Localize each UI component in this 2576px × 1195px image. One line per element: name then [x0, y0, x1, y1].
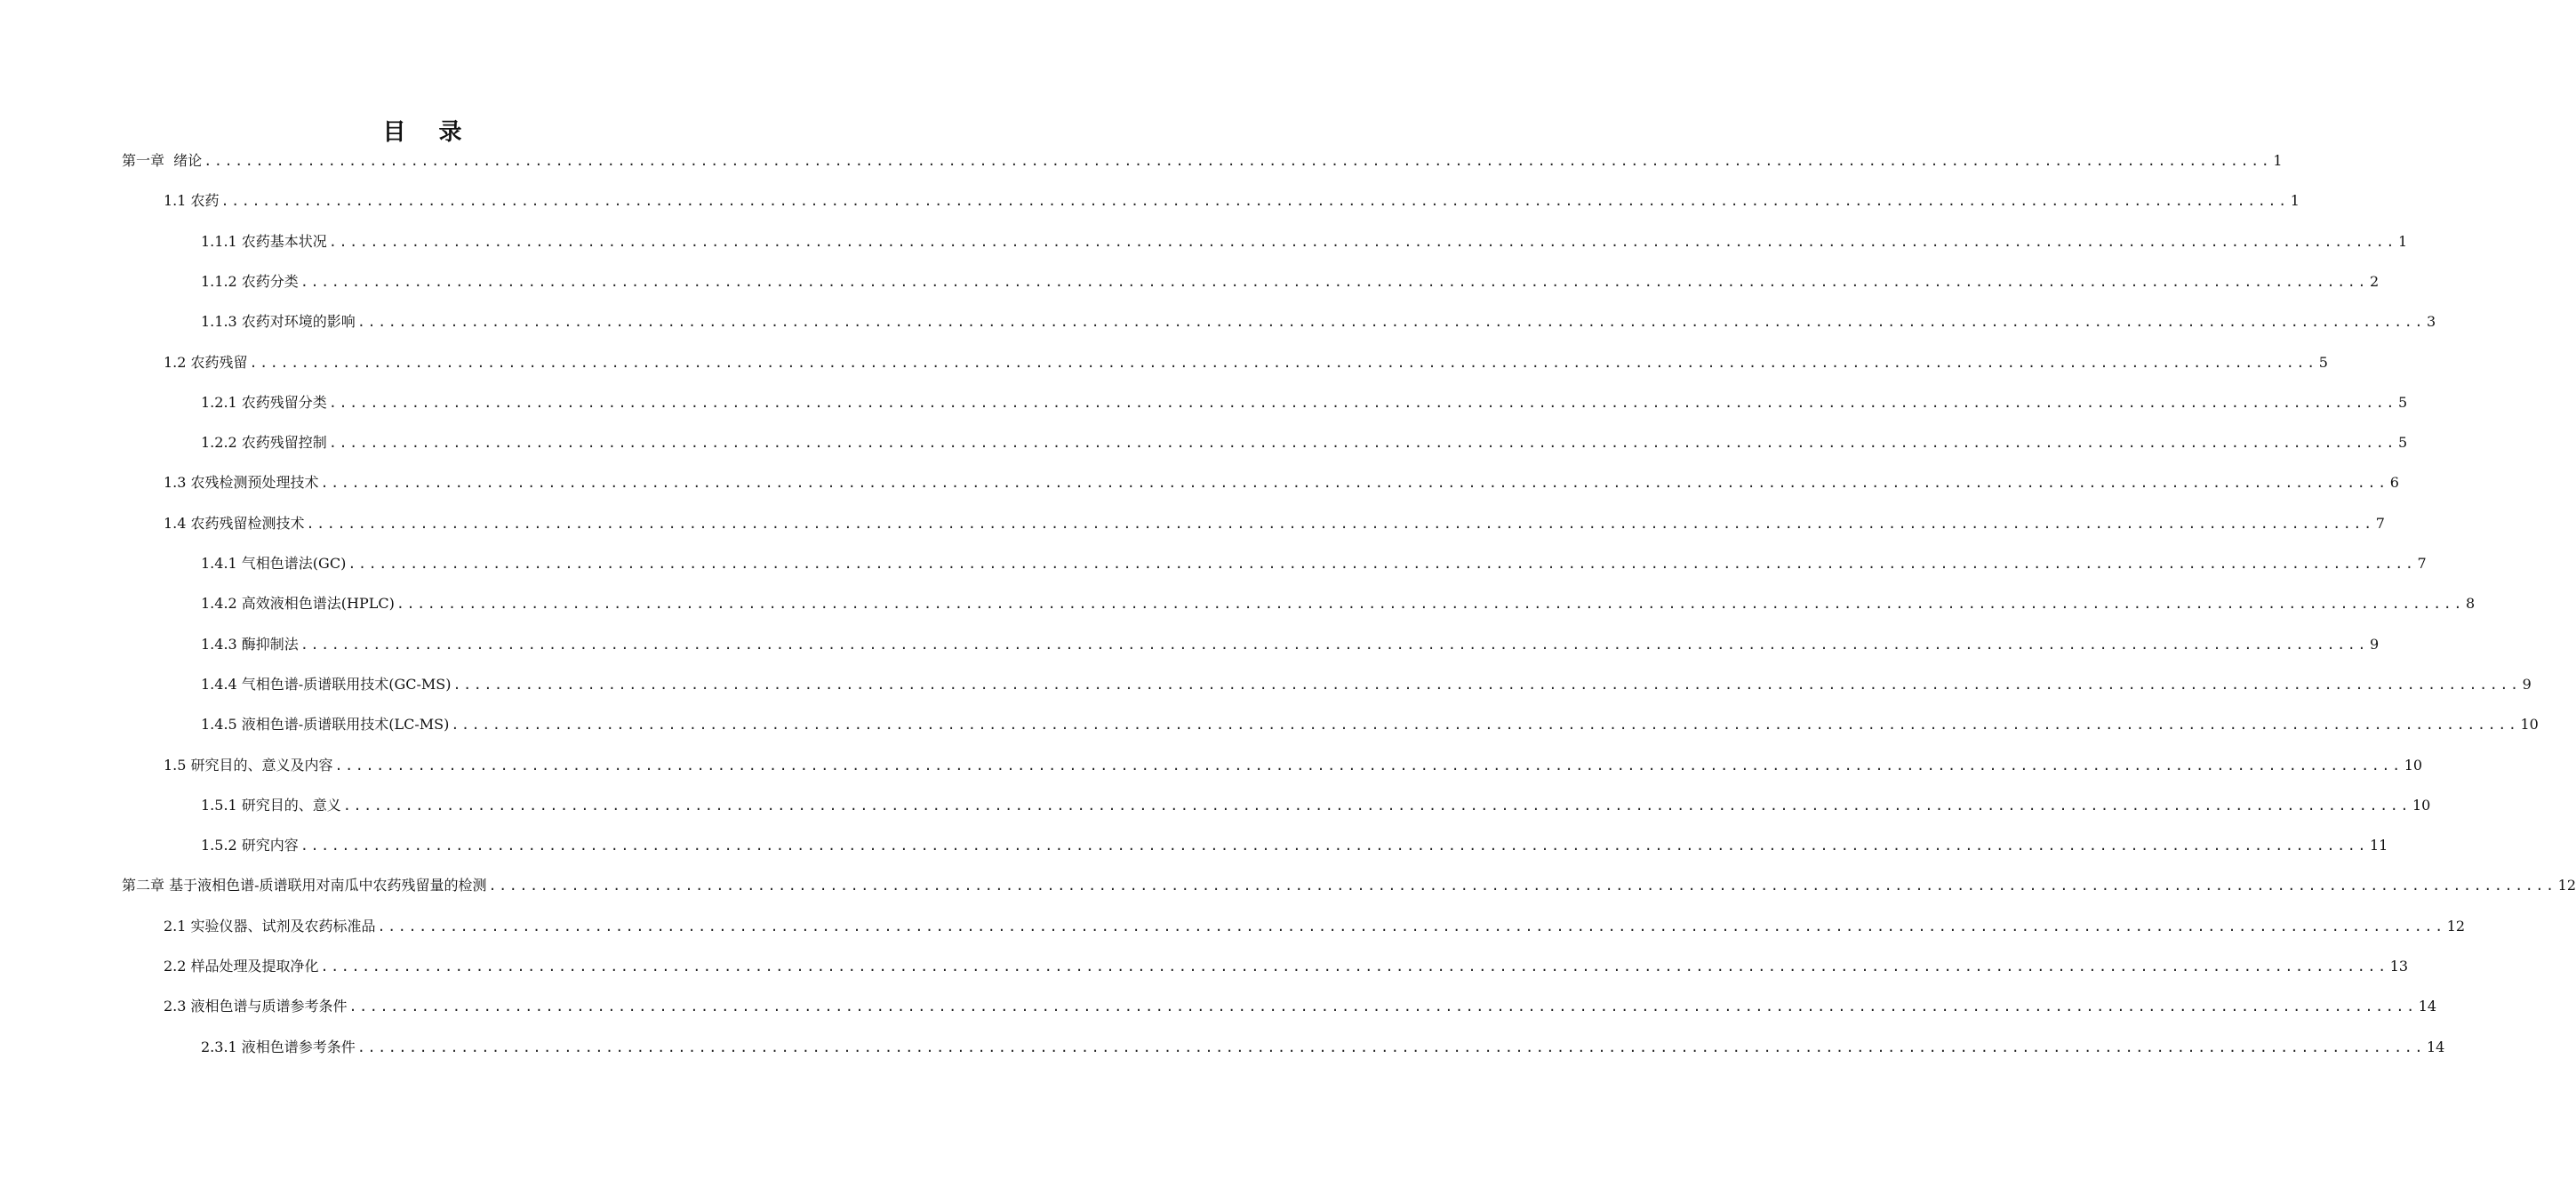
- toc-entry[interactable]: [164, 756, 2423, 775]
- toc-entry-label: 1.4.5 液相色谱-质谱联用技术(LC-MS): [201, 716, 450, 734]
- toc-entry[interactable]: [201, 272, 2380, 292]
- dot-leader: ........................................................................................................................................................................................................: [452, 676, 2521, 693]
- toc-entry-label: 1.4.3 酶抑制法: [201, 635, 299, 653]
- toc-entry-label: 1.2 农药残留: [164, 353, 248, 371]
- dot-leader: ........................................................................................................................................................................................................: [334, 757, 2403, 774]
- dot-leader: ........................................................................................................................................................................................................: [300, 636, 2368, 653]
- toc-entry-page-number: 9: [2522, 675, 2532, 693]
- toc-entry[interactable]: [201, 312, 2436, 332]
- toc-entry[interactable]: [201, 836, 2388, 855]
- toc-entry-label: 1.1 农药: [164, 192, 220, 210]
- dot-leader: ........................................................................................................................................................................................................: [204, 153, 2272, 169]
- toc-entry[interactable]: [122, 151, 2283, 171]
- toc-entry-label: 1.2.2 农药残留控制: [201, 434, 327, 452]
- toc-entry[interactable]: [164, 353, 2328, 373]
- dot-leader: ........................................................................................................................................................................................................: [356, 314, 2425, 331]
- toc-entry-page-number: 9: [2369, 635, 2380, 653]
- toc-entry-label: 1.2.1 农药残留分类: [201, 393, 327, 411]
- toc-entry[interactable]: [164, 473, 2399, 493]
- toc-entry-page-number: 2: [2369, 272, 2380, 290]
- toc-entry[interactable]: [201, 1038, 2445, 1057]
- toc-entry[interactable]: [164, 514, 2385, 533]
- toc-entry-label: 2.3.1 液相色谱参考条件: [201, 1038, 356, 1055]
- toc-entry[interactable]: [164, 997, 2437, 1016]
- dot-leader: ........................................................................................................................................................................................................: [348, 556, 2416, 572]
- dot-leader: ........................................................................................................................................................................................................: [377, 918, 2445, 934]
- toc-entry-label: 1.5.1 研究目的、意义: [201, 796, 341, 814]
- toc-entry-page-number: 5: [2318, 353, 2328, 371]
- toc-entry-page-number: 6: [2389, 474, 2399, 492]
- toc-entry-page-number: 5: [2397, 434, 2408, 452]
- dot-leader: ........................................................................................................................................................................................................: [348, 999, 2417, 1015]
- toc-entry-page-number: 10: [2412, 796, 2431, 814]
- dot-leader: ........................................................................................................................................................................................................: [300, 273, 2368, 290]
- dot-leader: ........................................................................................................................................................................................................: [320, 958, 2388, 974]
- toc-entry-label: 第二章 基于液相色谱-质谱联用对南瓜中农药残留量的检测: [122, 877, 487, 894]
- toc-entry[interactable]: [201, 433, 2408, 453]
- dot-leader: ........................................................................................................................................................................................................: [356, 1039, 2425, 1055]
- toc-entry[interactable]: [201, 594, 2476, 614]
- toc-entry-page-number: 5: [2397, 393, 2408, 411]
- dot-leader: ........................................................................................................................................................................................................: [451, 717, 2519, 734]
- toc-entry[interactable]: [201, 796, 2431, 815]
- toc-entry-page-number: 11: [2369, 837, 2388, 854]
- toc-entry-page-number: 1: [2397, 232, 2408, 250]
- toc-entry-label: 2.2 样品处理及提取净化: [164, 958, 319, 974]
- toc-entry-page-number: 7: [2417, 555, 2427, 572]
- toc-entry-page-number: 14: [2426, 1038, 2445, 1055]
- toc-entry[interactable]: [164, 917, 2466, 936]
- toc-entry-page-number: 1: [2290, 192, 2300, 210]
- toc-entry-page-number: 8: [2466, 595, 2476, 613]
- dot-leader: ........................................................................................................................................................................................................: [328, 233, 2396, 250]
- dot-leader: ........................................................................................................................................................................................................: [328, 394, 2396, 411]
- toc-entry-label: 1.1.2 农药分类: [201, 272, 299, 290]
- toc-entry[interactable]: [201, 635, 2380, 654]
- dot-leader: ........................................................................................................................................................................................................: [396, 596, 2465, 613]
- toc-entry[interactable]: [164, 957, 2409, 976]
- toc-entry-label: 1.4.4 气相色谱-质谱联用技术(GC-MS): [201, 675, 452, 693]
- toc-entry-page-number: 1: [2273, 152, 2283, 169]
- toc-entry-label: 1.1.1 农药基本状况: [201, 232, 327, 250]
- toc-entry-label: 1.4.1 气相色谱法(GC): [201, 555, 347, 572]
- toc-entry-label: 1.3 农残检测预处理技术: [164, 474, 319, 492]
- toc-entry[interactable]: [164, 191, 2300, 211]
- toc-entry[interactable]: [201, 554, 2427, 573]
- dot-leader: ........................................................................................................................................................................................................: [342, 797, 2411, 814]
- dot-leader: ........................................................................................................................................................................................................: [300, 838, 2368, 854]
- dot-leader: ........................................................................................................................................................................................................: [249, 354, 2317, 371]
- toc-entry[interactable]: [201, 393, 2408, 413]
- toc-title: 目 录: [382, 119, 475, 146]
- toc-entry[interactable]: [201, 232, 2408, 252]
- dot-leader: ........................................................................................................................................................................................................: [220, 193, 2289, 210]
- toc-entry-page-number: 12: [2557, 877, 2576, 894]
- toc-entry-label: 1.1.3 农药对环境的影响: [201, 313, 356, 331]
- toc-entry-label: 2.3 液相色谱与质谱参考条件: [164, 998, 348, 1015]
- toc-entry[interactable]: [201, 675, 2532, 694]
- toc-entry-page-number: 12: [2446, 917, 2466, 934]
- dot-leader: ........................................................................................................................................................................................................: [328, 435, 2396, 452]
- toc-entry-label: 第一章 绪论: [122, 152, 203, 169]
- toc-entry-page-number: 13: [2389, 958, 2409, 974]
- toc-entry-page-number: 3: [2426, 313, 2436, 331]
- dot-leader: ........................................................................................................................................................................................................: [320, 475, 2388, 492]
- toc-entry-label: 1.5 研究目的、意义及内容: [164, 756, 333, 774]
- toc-entry-label: 2.1 实验仪器、试剂及农药标准品: [164, 917, 376, 934]
- toc-entry[interactable]: [201, 715, 2539, 734]
- toc-entry-label: 1.4 农药残留检测技术: [164, 514, 305, 532]
- toc-entry-page-number: 10: [2520, 716, 2539, 734]
- toc-entry-page-number: 10: [2404, 756, 2423, 774]
- toc-entry-page-number: 7: [2375, 514, 2385, 532]
- toc-entry-label: 1.4.2 高效液相色谱法(HPLC): [201, 595, 395, 613]
- toc-entry[interactable]: [122, 876, 2576, 895]
- dot-leader: ........................................................................................................................................................................................................: [488, 878, 2556, 894]
- toc-entry-label: 1.5.2 研究内容: [201, 837, 299, 854]
- dot-leader: ........................................................................................................................................................................................................: [306, 515, 2374, 532]
- toc-entry-page-number: 14: [2418, 998, 2437, 1015]
